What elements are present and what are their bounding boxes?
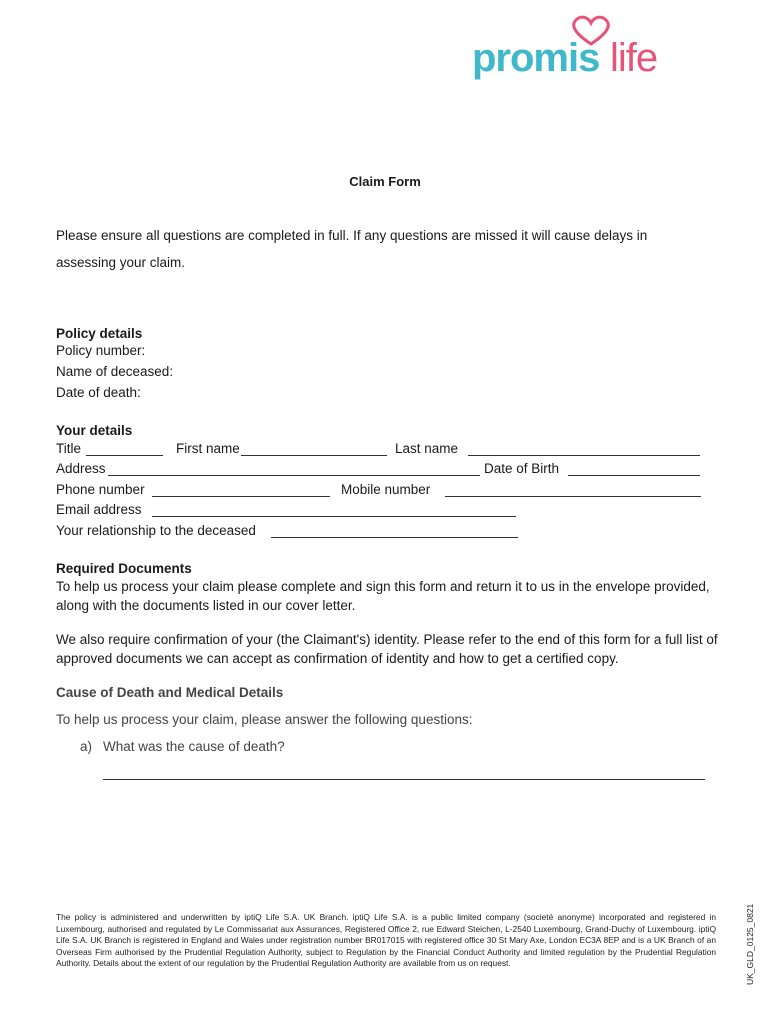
email-field[interactable] — [152, 516, 516, 517]
mobile-label: Mobile number — [341, 482, 431, 497]
your-details-heading: Your details — [56, 423, 133, 438]
question-a-text: What was the cause of death? — [103, 739, 285, 754]
identity-confirmation-text: We also require confirmation of your (the Claimant's) identity. Please refer to the end of this form for a full list of approved documents we can accept as confirmation of identity and how to get a certified copy. — [56, 632, 718, 666]
title-field[interactable] — [86, 455, 163, 456]
regulatory-footer: The policy is administered and underwritten by iptiQ Life S.A. UK Branch. iptiQ Life S.A. is a public limited company (societé anonyme) incorporated and registered in Luxembourg, authorised and regulated by Le Commissariat aux Assurances, Registered Office 2, rue Edward Steichen, L-2540 Luxembourg, Grand-Duchy of Luxembourg. iptiQ Life S.A. UK Branch is registered in England and Wales under registration number BR017015 with registered office 30 St Mary Axe, London EC3A 8EP and is a UK Branch of an Overseas Firm authorised by the Prudential Regulation Authority, subject to Regulation by the Financial Conduct Authority and limited regulation by the Prudential Regulation Authority. Details about the extent of our regulation by the Prudential Regulation Authority are available from us on request. — [56, 912, 716, 969]
relationship-label: Your relationship to the deceased — [56, 523, 256, 538]
deceased-name-label: Name of deceased: — [56, 364, 174, 379]
email-label: Email address — [56, 502, 142, 517]
medical-details-heading: Cause of Death and Medical Details — [56, 685, 284, 700]
required-documents-heading: Required Documents — [56, 561, 192, 576]
first-name-field[interactable] — [241, 455, 387, 456]
dob-label: Date of Birth — [484, 461, 560, 476]
medical-intro-text: To help us process your claim, please answer the following questions: — [56, 712, 473, 727]
logo-word-promis: promis — [472, 36, 600, 80]
address-label: Address — [56, 461, 106, 476]
mobile-field[interactable] — [445, 496, 701, 497]
form-title: Claim Form — [349, 174, 421, 189]
address-field[interactable] — [108, 475, 480, 476]
phone-field[interactable] — [152, 496, 330, 497]
last-name-field[interactable] — [468, 455, 700, 456]
death-date-label: Date of death: — [56, 385, 141, 400]
intro-text: Please ensure all questions are completed in full. If any questions are missed it will cause delays in assessing your claim. — [56, 228, 648, 270]
policy-details-heading: Policy details — [56, 326, 143, 341]
cause-of-death-field[interactable] — [103, 779, 705, 780]
last-name-label: Last name — [395, 441, 459, 456]
relationship-field[interactable] — [271, 537, 518, 538]
first-name-label: First name — [176, 441, 240, 456]
logo-word-life: life — [610, 36, 658, 80]
document-code: UK_GLD_0125_0821 — [745, 903, 755, 985]
question-a-marker: a) — [80, 739, 93, 754]
promis-life-logo — [470, 14, 690, 86]
required-documents-text: To help us process your claim please complete and sign this form and return it to us in the envelope provided, along with the documents listed in our cover letter. — [56, 579, 710, 613]
phone-label: Phone number — [56, 482, 145, 497]
dob-field[interactable] — [568, 475, 700, 476]
title-label: Title — [56, 441, 82, 456]
policy-number-label: Policy number: — [56, 343, 146, 358]
